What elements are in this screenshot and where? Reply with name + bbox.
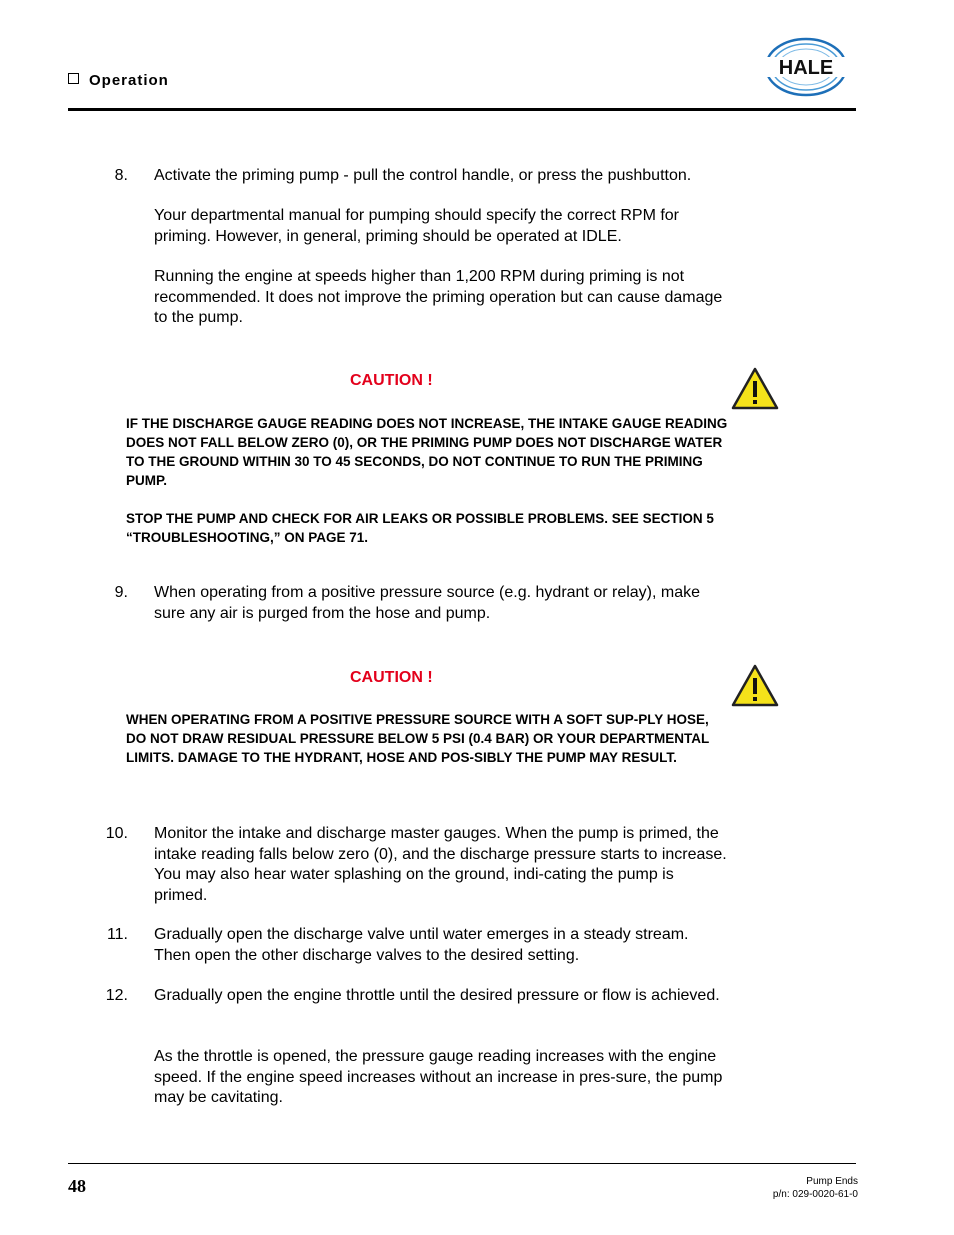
step-8-note-rpm: Your departmental manual for pumping should specify the correct RPM for priming. However, in general, priming should be operated at IDLE. [154,207,680,245]
footer-doc-info [773,1175,858,1201]
page-header [68,0,856,112]
step-12-note-throttle: As the throttle is opened, the pressure gauge reading increases with the engine speed. If the engine speed increases without an increase in pres-sure, the pump may be cavitating. [154,1048,723,1106]
step-8-note-speed: Running the engine at speeds higher than 1,200 RPM during priming is not recommended. It does not improve the priming operation but can cause damage to the pump. [154,268,723,326]
step-number: 9. [114,584,128,601]
warning-triangle-icon [731,663,779,707]
warning-triangle-icon [731,366,779,410]
step-text: When operating from a positive pressure source (e.g. hydrant or relay), make sure any air is purged from the hose and pump. [154,584,701,622]
step-text: Monitor the intake and discharge master gauges. When the pump is primed, the intake reading falls below zero (0), and the discharge pressure starts to increase. You may also hear water splashing on the ground, indi-cating the pump is primed. [154,825,727,904]
section-title-text: Operation [89,72,169,89]
header-divider [68,108,856,111]
hale-logo [756,30,856,100]
logo-text: HALE [778,57,834,79]
step-number: 11. [106,926,128,943]
step-number: 8. [114,167,128,184]
caution-text: WHEN OPERATING FROM A POSITIVE PRESSURE SOURCE WITH A SOFT SUP-PLY HOSE, DO NOT DRAW RESIDUAL PRESSURE BELOW 5 PSI (0.4 BAR) OR YOUR DEPARTMENTAL LIMITS. DAMAGE TO THE HYDRANT, HOSE AND POS-SIBLY THE PUMP MAY RESULT. [126,712,710,765]
section-title [68,72,169,89]
footer-divider [68,1163,856,1164]
caution-title: CAUTION ! [350,669,433,686]
footer-part-number: p/n: 029-0020-61-0 [772,1189,858,1200]
caution-text: IF THE DISCHARGE GAUGE READING DOES NOT INCREASE, THE INTAKE GAUGE READING DOES NOT FALL BELOW ZERO (0), OR THE PRIMING PUMP DOES NOT DISCHARGE WATER TO THE GROUND WITHIN 30 TO 45 SECONDS, DO NOT CONTINUE TO RUN THE PRIMING PUMP. [126,416,728,488]
step-text: Activate the priming pump - pull the control handle, or press the pushbutton. [154,167,692,184]
step-text: Gradually open the discharge valve until water emerges in a steady stream. Then open the other discharge valves to the desired setting. [154,926,689,964]
step-number: 12. [105,987,128,1004]
caution-title: CAUTION ! [350,372,433,389]
step-number: 10. [105,825,128,842]
footer-doc-title: Pump Ends [806,1176,858,1187]
checkbox-bullet-icon [68,73,79,84]
page-number: 48 [68,1176,86,1196]
step-text: Gradually open the engine throttle until the desired pressure or flow is achieved. [154,987,720,1004]
caution-text: STOP THE PUMP AND CHECK FOR AIR LEAKS OR POSSIBLE PROBLEMS. SEE SECTION 5 “TROUBLESHOOTING,” ON PAGE 71. [126,511,714,545]
